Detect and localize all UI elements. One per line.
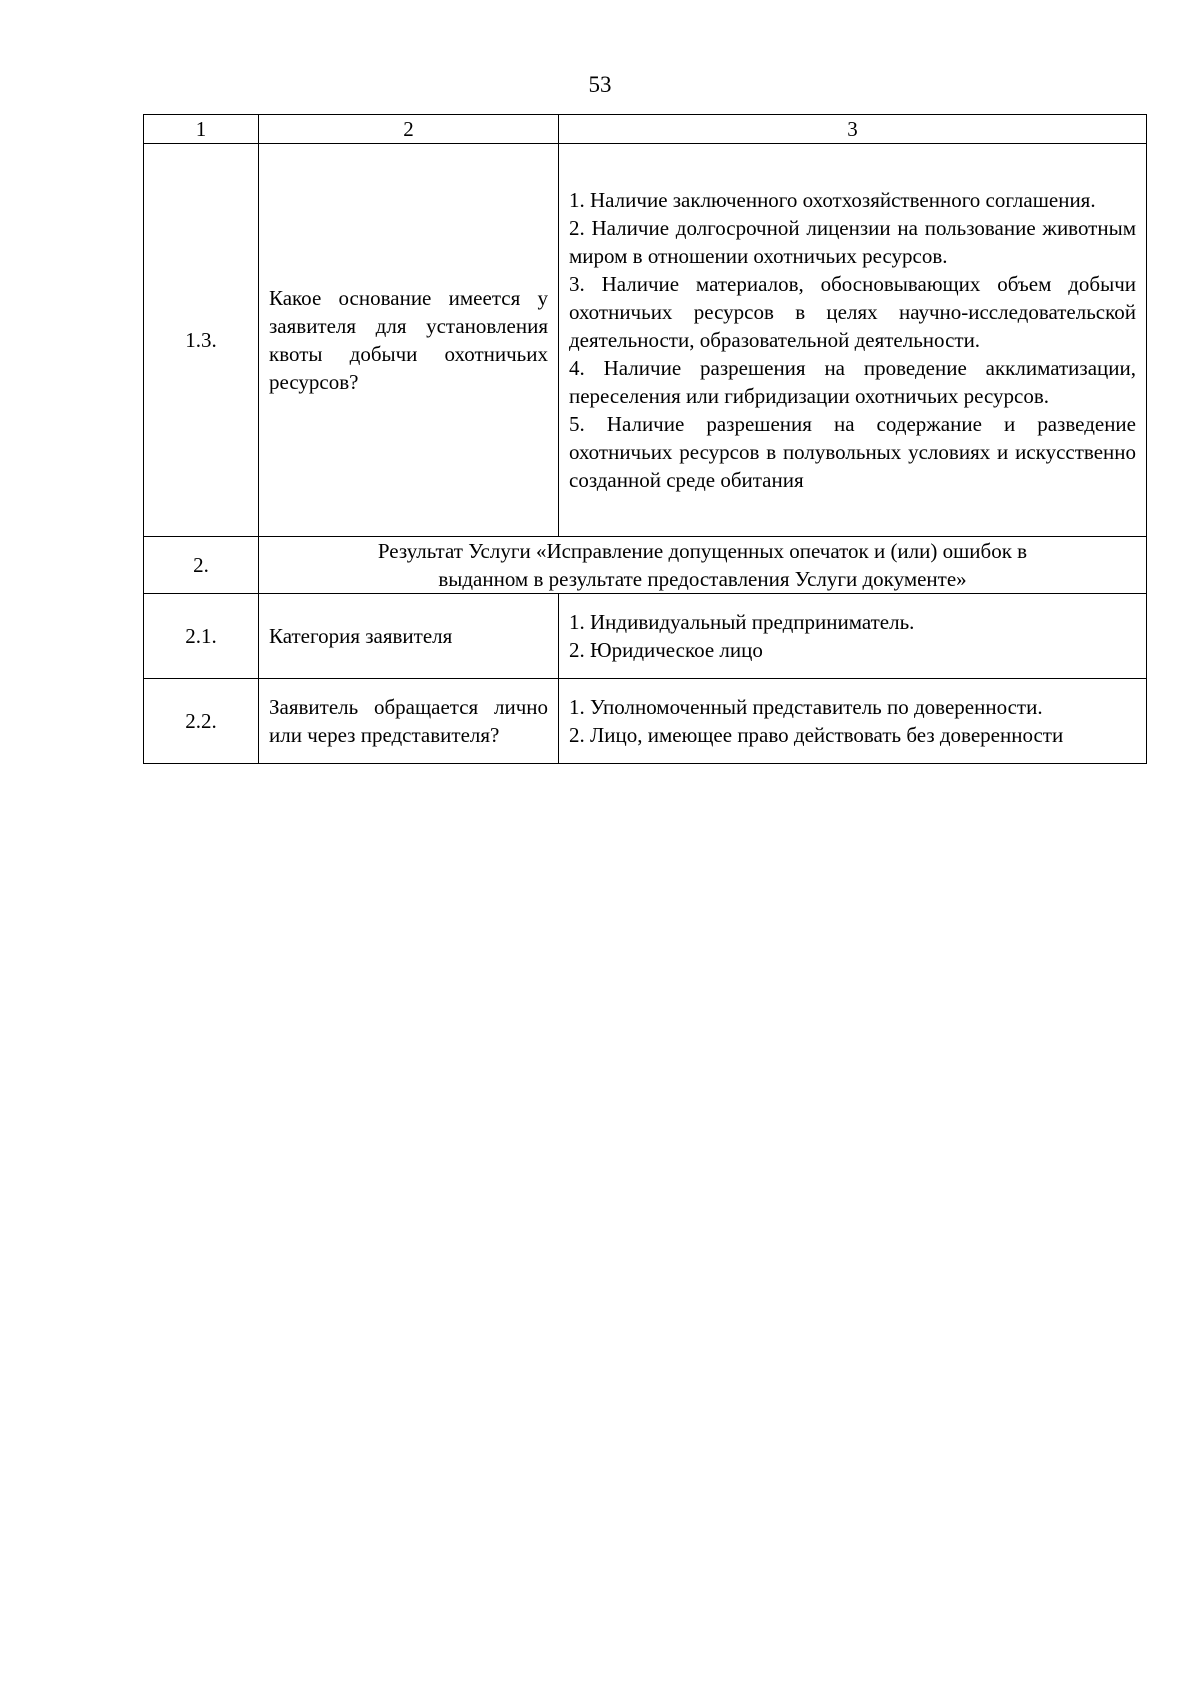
row-question: Какое основание имеется у заявителя для установления квоты добычи охотничьих ресурсов? — [259, 144, 559, 537]
row-number: 1.3. — [144, 144, 259, 537]
table-row — [144, 144, 1147, 537]
row-number: 2. — [144, 537, 259, 594]
section-title-line: Результат Услуги «Исправление допущенных опечаток и (или) ошибок в — [377, 539, 1028, 563]
section-title — [259, 537, 1147, 594]
answer-item: 5. Наличие разрешения на содержание и разведение охотничьих ресурсов в полувольных условиях и искусственно созданной среде обитания — [569, 412, 1136, 492]
row-number: 2.1. — [144, 594, 259, 679]
header-col-3: 3 — [559, 115, 1147, 144]
answer-item: 4. Наличие разрешения на проведение акклиматизации, переселения или гибридизации охотничьих ресурсов. — [569, 356, 1136, 408]
row-question: Заявитель обращается лично или через представителя? — [259, 679, 559, 764]
row-answers — [559, 594, 1147, 679]
answer-item: 1. Уполномоченный представитель по доверенности. — [569, 695, 1043, 719]
answer-item: 2. Лицо, имеющее право действовать без доверенности — [569, 723, 1064, 747]
answer-item: 3. Наличие материалов, обосновывающих объем добычи охотничьих ресурсов в целях научно-исследовательской деятельности, образовательной деятельности. — [569, 272, 1136, 352]
table-header-row — [144, 115, 1147, 144]
row-answers — [559, 679, 1147, 764]
answer-item: 1. Наличие заключенного охотхозяйственного соглашения. — [569, 188, 1096, 212]
table-row — [144, 679, 1147, 764]
answer-item: 1. Индивидуальный предприниматель. — [569, 610, 915, 634]
header-col-2: 2 — [259, 115, 559, 144]
table-row — [144, 537, 1147, 594]
page-number: 53 — [588, 72, 612, 97]
row-question: Категория заявителя — [259, 594, 559, 679]
table-row — [144, 594, 1147, 679]
header-col-1: 1 — [144, 115, 259, 144]
criteria-table — [143, 114, 1147, 764]
section-title-line: выданном в результате предоставления Услуги документе» — [438, 567, 967, 591]
answer-item: 2. Наличие долгосрочной лицензии на пользование животным миром в отношении охотничьих ресурсов. — [569, 216, 1136, 268]
answer-item: 2. Юридическое лицо — [569, 638, 763, 662]
row-number: 2.2. — [144, 679, 259, 764]
row-answers — [559, 144, 1147, 537]
